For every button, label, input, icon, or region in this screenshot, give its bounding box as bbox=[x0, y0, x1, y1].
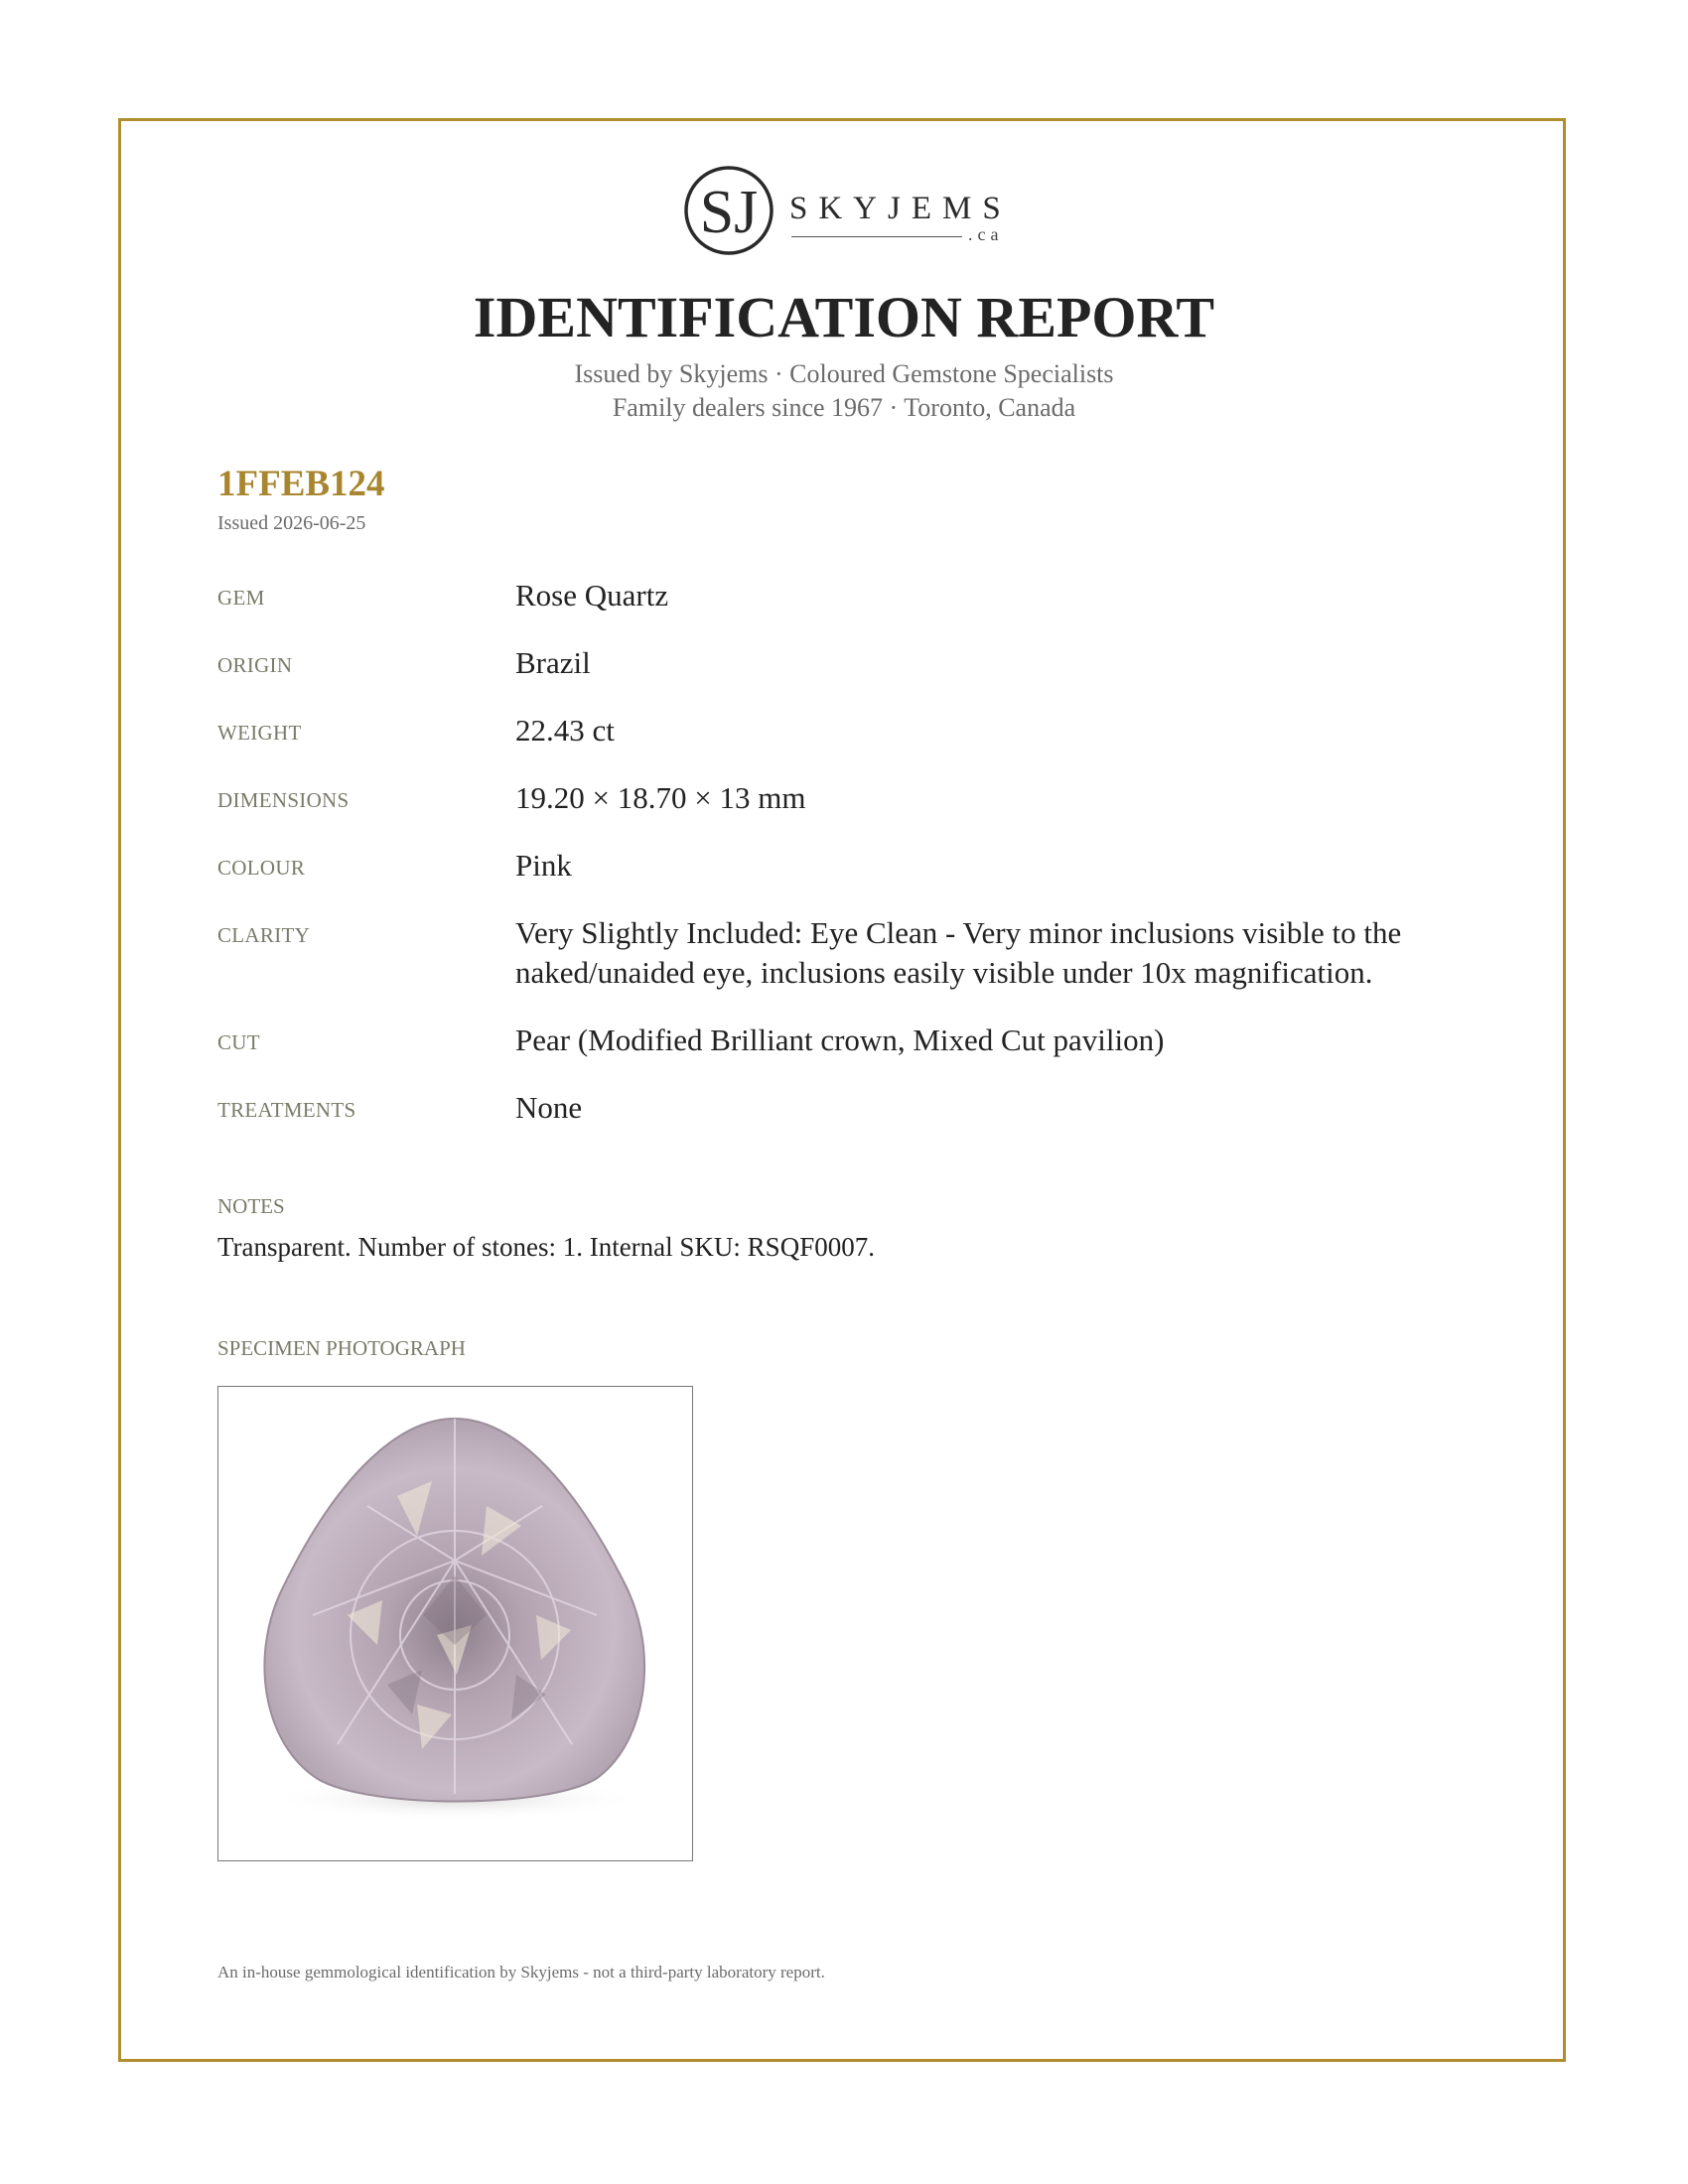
photo-label: SPECIMEN PHOTOGRAPH bbox=[217, 1336, 466, 1360]
report-reference: 1FFEB124 bbox=[217, 464, 385, 504]
field-label: CUT bbox=[217, 1030, 260, 1054]
field-value: Brazil bbox=[515, 645, 591, 680]
report-title: IDENTIFICATION REPORT bbox=[473, 285, 1215, 349]
notes-label: NOTES bbox=[217, 1194, 285, 1218]
field-value: Rose Quartz bbox=[515, 578, 669, 613]
specimen-photo bbox=[217, 1386, 693, 1861]
issue-date: Issued 2026-06-25 bbox=[217, 512, 366, 534]
field-label: GEM bbox=[217, 586, 265, 610]
field-label: CLARITY bbox=[217, 923, 311, 947]
field-label: DIMENSIONS bbox=[217, 788, 350, 812]
notes-text: Transparent. Number of stones: 1. Internal SKU: RSQF0007. bbox=[217, 1232, 875, 1262]
field-value: 22.43 ct bbox=[515, 713, 615, 748]
location-line: Family dealers since 1967 · Toronto, Canada bbox=[612, 393, 1076, 422]
issuer-line: Issued by Skyjems · Coloured Gemstone Specialists bbox=[574, 359, 1114, 388]
field-value: Pear (Modified Brilliant crown, Mixed Cut pavilion) bbox=[515, 1023, 1165, 1057]
field-label: COLOUR bbox=[217, 856, 306, 880]
svg-text:SJ: SJ bbox=[699, 179, 759, 246]
field-value: Pink bbox=[515, 848, 572, 883]
logo bbox=[0, 161, 1688, 270]
disclaimer-footer: An in-house gemmological identification by Skyjems - not a third-party laboratory report. bbox=[217, 1963, 825, 1981]
field-label: ORIGIN bbox=[217, 653, 293, 677]
field-value: None bbox=[515, 1090, 583, 1125]
field-label: TREATMENTS bbox=[217, 1098, 356, 1122]
sj-monogram-icon bbox=[683, 161, 782, 260]
field-value: Very Slightly Included: Eye Clean - Very minor inclusions visible to the naked/unaided eye, inclusions easily visible under 10x magnification. bbox=[515, 915, 1402, 990]
field-label: WEIGHT bbox=[217, 721, 302, 745]
field-value: 19.20 × 18.70 × 13 mm bbox=[515, 780, 806, 815]
brand-name: SKYJEMS bbox=[789, 191, 1012, 226]
brand-suffix: .ca bbox=[968, 224, 1004, 244]
brand-underline bbox=[791, 236, 962, 237]
rose-quartz-gem-image bbox=[218, 1387, 692, 1860]
